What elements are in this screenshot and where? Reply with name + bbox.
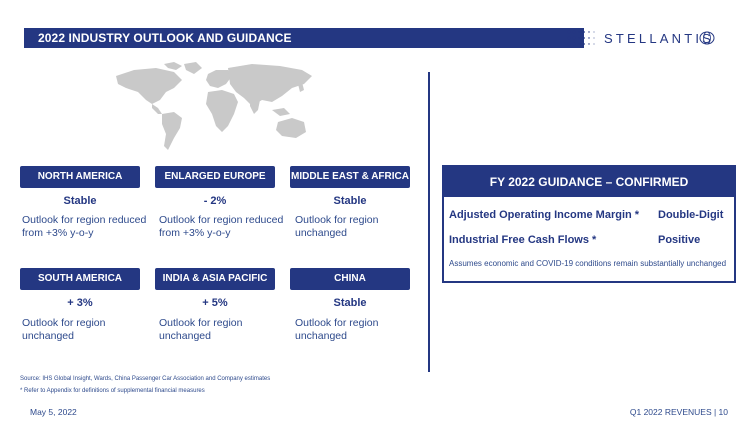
region-desc-middle-east-africa: Outlook for region unchanged bbox=[295, 214, 379, 239]
dot-pattern-decoration bbox=[566, 28, 600, 48]
region-badge-north-america: NORTH AMERICA bbox=[20, 166, 140, 188]
region-badge-middle-east-africa: MIDDLE EAST & AFRICA bbox=[290, 166, 410, 188]
region-desc-south-america: Outlook for region unchanged bbox=[22, 317, 106, 342]
region-value-enlarged-europe: - 2% bbox=[203, 195, 227, 207]
stellantis-emblem-icon bbox=[698, 30, 716, 46]
stellantis-logo: STELLANTIS bbox=[604, 31, 715, 46]
region-badge-china: CHINA bbox=[290, 268, 410, 290]
guidance-title: FY 2022 GUIDANCE – CONFIRMED bbox=[444, 167, 734, 197]
guidance-label-free-cash-flows: Industrial Free Cash Flows * bbox=[449, 234, 597, 246]
region-value-north-america: Stable bbox=[63, 195, 97, 207]
guidance-box bbox=[442, 165, 736, 283]
footer-page-label: Q1 2022 REVENUES | 10 bbox=[629, 407, 728, 417]
region-badge-enlarged-europe: ENLARGED EUROPE bbox=[155, 166, 275, 188]
footer-date: May 5, 2022 bbox=[30, 407, 77, 417]
source-note: Source: IHS Global Insight, Wards, China Passenger Car Association and Company estimates bbox=[20, 376, 271, 382]
region-value-china: Stable bbox=[333, 297, 367, 309]
guidance-note: Assumes economic and COVID-19 conditions remain substantially unchanged bbox=[449, 259, 727, 268]
guidance-label-adj-operating-income: Adjusted Operating Income Margin * bbox=[449, 209, 640, 221]
world-map bbox=[112, 62, 320, 154]
region-badge-south-america: SOUTH AMERICA bbox=[20, 268, 140, 290]
region-desc-india-asia-pacific: Outlook for region unchanged bbox=[159, 317, 243, 342]
region-value-middle-east-africa: Stable bbox=[333, 195, 367, 207]
guidance-value-adj-operating-income: Double-Digit bbox=[658, 209, 724, 221]
region-desc-enlarged-europe: Outlook for region reduced from +3% y-o-y bbox=[159, 214, 284, 239]
guidance-value-free-cash-flows: Positive bbox=[658, 234, 701, 246]
region-badge-india-asia-pacific: INDIA & ASIA PACIFIC bbox=[155, 268, 275, 290]
page-title: 2022 INDUSTRY OUTLOOK AND GUIDANCE bbox=[38, 31, 292, 45]
region-value-south-america: + 3% bbox=[67, 297, 93, 309]
region-desc-china: Outlook for region unchanged bbox=[295, 317, 379, 342]
vertical-divider bbox=[428, 72, 430, 372]
footnote: * Refer to Appendix for definitions of supplemental financial measures bbox=[20, 388, 205, 394]
header-bar bbox=[24, 28, 584, 48]
region-value-india-asia-pacific: + 5% bbox=[202, 297, 228, 309]
region-desc-north-america: Outlook for region reduced from +3% y-o-y bbox=[22, 214, 147, 239]
